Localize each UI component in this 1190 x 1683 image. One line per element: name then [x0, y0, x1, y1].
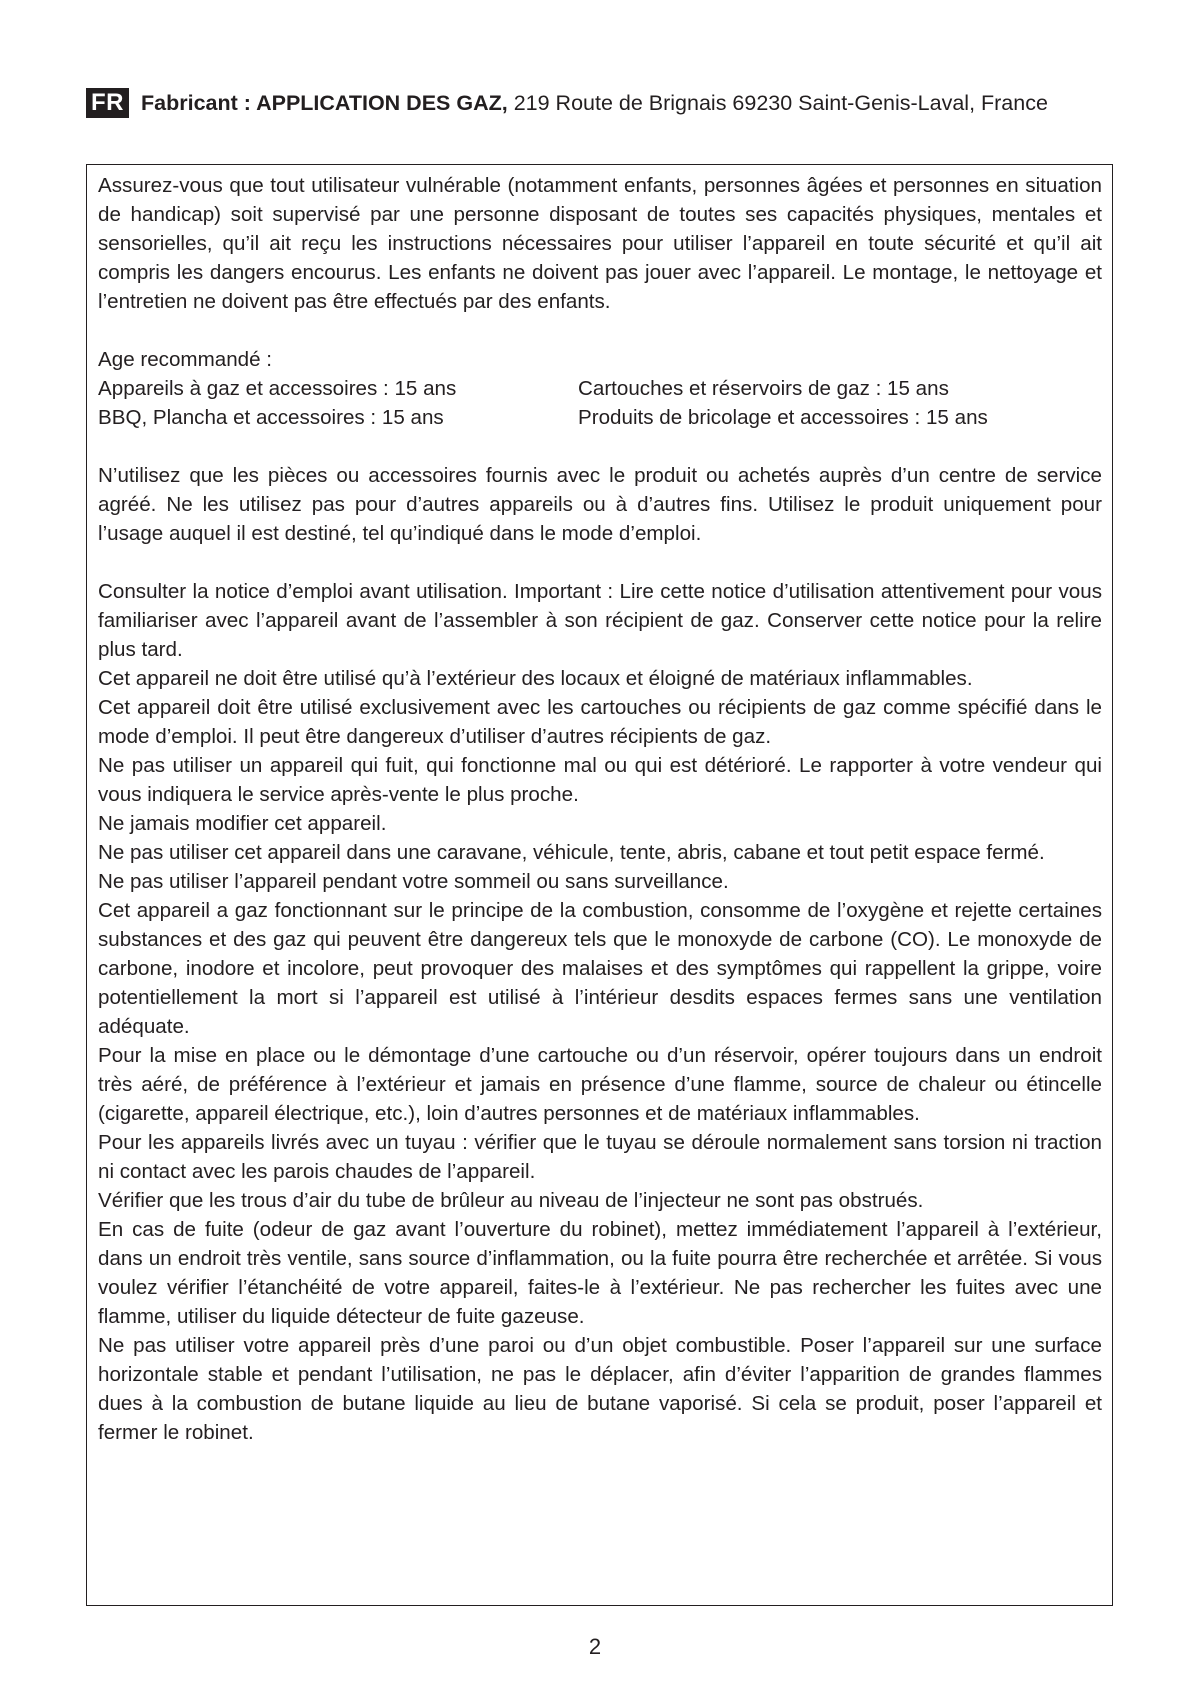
- vulnerable-users-paragraph: Assurez-vous que tout utilisateur vulnérable (notamment enfants, personnes âgées et personnes en situation de handicap) soit supervisé par une personne disposant de toutes ses capacités physiques, mentales et sensorielles, qu’il ait reçu les instructions nécessaires pour utiliser l’appareil en toute sécurité et qu’il ait compris les dangers encourus. Les enfants ne doivent pas jouer avec l’appareil. Le montage, le nettoyage et l’entretien ne doivent pas être effectués par des enfants.: [98, 174, 1102, 313]
- page-number: 2: [588, 1634, 602, 1659]
- instruction-paragraph: Ne pas utiliser cet appareil dans une caravane, véhicule, tente, abris, cabane et tout petit espace fermé.: [98, 841, 1045, 864]
- age-item: BBQ, Plancha et accessoires : 15 ans: [98, 406, 444, 429]
- manufacturer-label: Fabricant : APPLICATION DES GAZ,: [141, 91, 508, 115]
- safety-content: [98, 171, 1102, 1447]
- instruction-paragraph: Pour la mise en place ou le démontage d’une cartouche ou d’un réservoir, opérer toujours dans un endroit très aéré, de préférence à l’extérieur et jamais en présence d’une flamme, source de chaleur ou étincelle (cigarette, appareil électrique, etc.), loin d’autres personnes et de matériaux inflammables.: [98, 1044, 1102, 1125]
- manufacturer-address: 219 Route de Brignais 69230 Saint-Genis-Laval, France: [507, 91, 1048, 115]
- instruction-paragraph: Cet appareil a gaz fonctionnant sur le principe de la combustion, consomme de l’oxygène et rejette certaines substances et des gaz qui peuvent être dangereux tels que le monoxyde de carbone (CO). Le monoxyde de carbone, inodore et incolore, peut provoquer des malaises et des symptômes qui rappellent la grippe, voire potentiellement la mort si l’appareil est utilisé à l’intérieur desdits espaces fermes sans une ventilation adéquate.: [98, 899, 1102, 1038]
- spacer: [98, 432, 1102, 461]
- language-badge: FR: [86, 88, 129, 118]
- instruction-paragraph: Ne jamais modifier cet appareil.: [98, 812, 387, 835]
- manufacturer-line: [141, 88, 1048, 118]
- parts-paragraph: N’utilisez que les pièces ou accessoires fournis avec le produit ou achetés auprès d’un centre de service agréé. Ne les utilisez pas pour d’autres appareils ou à d’autres fins. Utilisez le produit uniquement pour l’usage auquel il est destiné, tel qu’indiqué dans le mode d’emploi.: [98, 464, 1102, 545]
- instruction-paragraph: En cas de fuite (odeur de gaz avant l’ouverture du robinet), mettez immédiatement l’appareil à l’extérieur, dans un endroit très ventile, sans source d’inflammation, ou la fuite pourra être recherchée et arrêtée. Si vous voulez vérifier l’étanchéité de votre appareil, faites-le à l’extérieur. Ne pas rechercher les fuites avec une flamme, utiliser du liquide détecteur de fuite gazeuse.: [98, 1218, 1102, 1328]
- age-row: [98, 403, 1102, 432]
- spacer: [98, 316, 1102, 345]
- instruction-paragraph: Ne pas utiliser l’appareil pendant votre sommeil ou sans surveillance.: [98, 870, 729, 893]
- page-header: [86, 88, 1126, 118]
- instruction-paragraph: Consulter la notice d’emploi avant utilisation. Important : Lire cette notice d’utilisation attentivement pour vous familiariser avec l’appareil avant de l’assembler à son récipient de gaz. Conserver cette notice pour la relire plus tard.: [98, 580, 1102, 661]
- instruction-paragraph: Cet appareil ne doit être utilisé qu’à l’extérieur des locaux et éloigné de matériaux inflammables.: [98, 667, 973, 690]
- age-row: [98, 374, 1102, 403]
- age-item: Cartouches et réservoirs de gaz : 15 ans: [578, 377, 949, 400]
- instruction-paragraph: Pour les appareils livrés avec un tuyau : vérifier que le tuyau se déroule normalement sans torsion ni traction ni contact avec les parois chaudes de l’appareil.: [98, 1131, 1102, 1183]
- instruction-paragraph: Cet appareil doit être utilisé exclusivement avec les cartouches ou récipients de gaz comme spécifié dans le mode d’emploi. Il peut être dangereux d’utiliser d’autres récipients de gaz.: [98, 696, 1102, 748]
- age-title: Age recommandé :: [98, 348, 272, 371]
- instruction-paragraph: Vérifier que les trous d’air du tube de brûleur au niveau de l’injecteur ne sont pas obstrués.: [98, 1189, 924, 1212]
- age-item: Produits de bricolage et accessoires : 15 ans: [578, 406, 988, 429]
- instruction-paragraph: Ne pas utiliser un appareil qui fuit, qui fonctionne mal ou qui est détérioré. Le rapporter à votre vendeur qui vous indiquera le service après-vente le plus proche.: [98, 754, 1102, 806]
- spacer: [98, 548, 1102, 577]
- instruction-paragraph: Ne pas utiliser votre appareil près d’une paroi ou d’un objet combustible. Poser l’appareil sur une surface horizontale stable et pendant l’utilisation, ne pas le déplacer, afin d’éviter l’apparition de grandes flammes dues à la combustion de butane liquide au lieu de butane vaporisé. Si cela se produit, poser l’appareil et fermer le robinet.: [98, 1334, 1102, 1444]
- age-item: Appareils à gaz et accessoires : 15 ans: [98, 377, 457, 400]
